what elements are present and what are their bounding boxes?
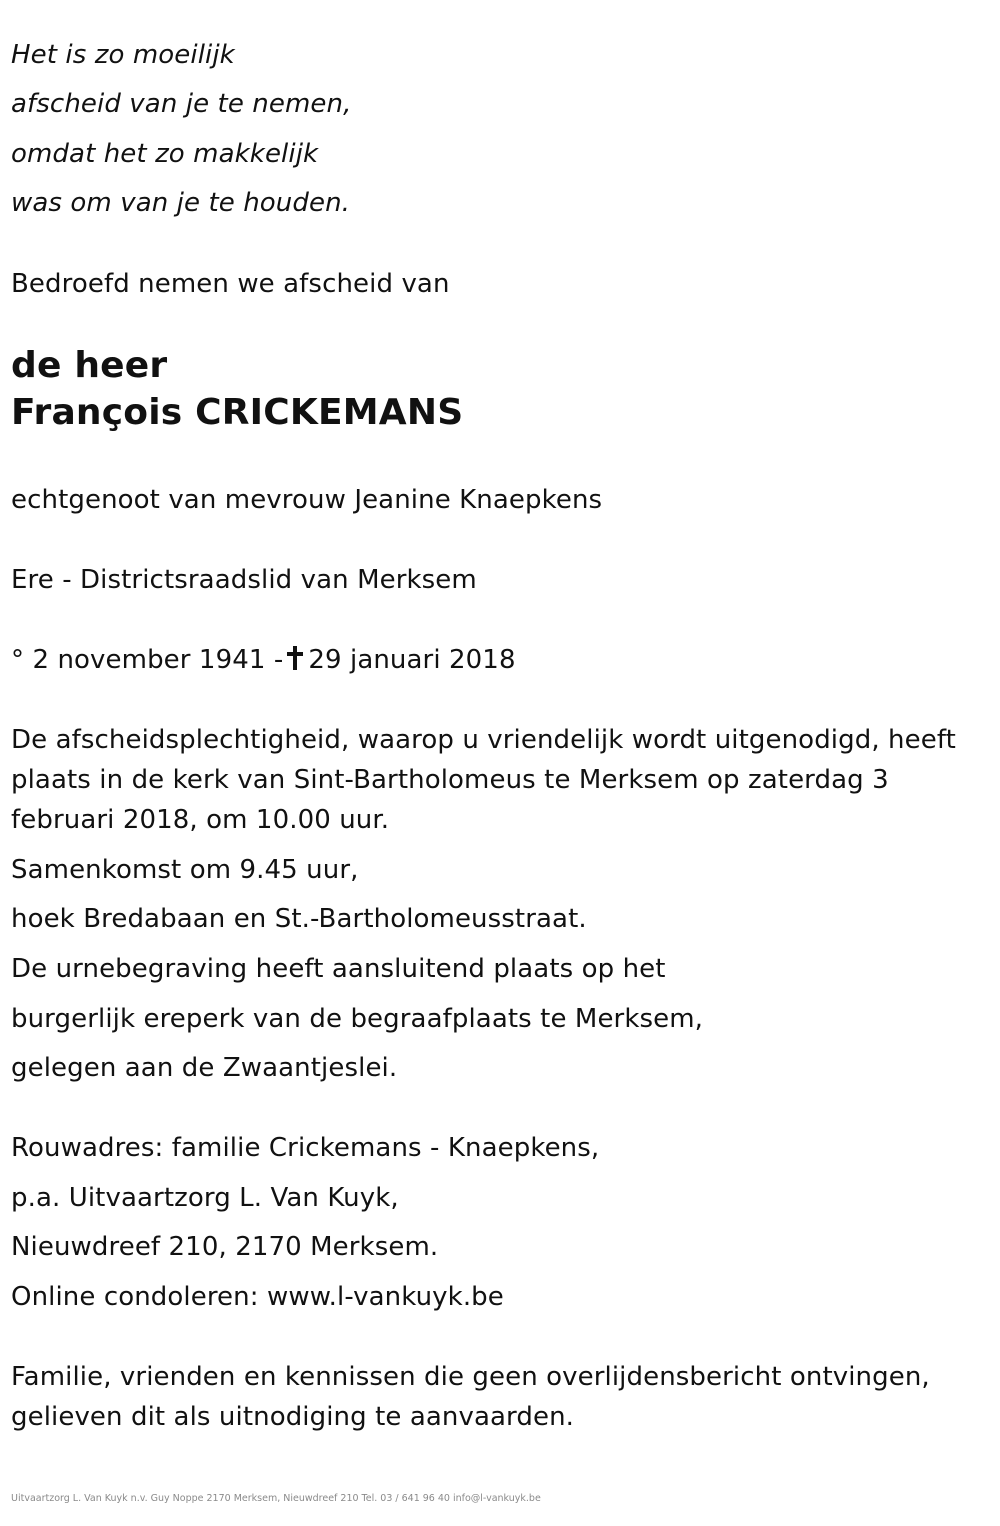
poem-line-2: afscheid van je te nemen,: [11, 89, 352, 119]
ceremony-paragraph: De afscheidsplechtigheid, waarop u vriendelijk wordt uitgenodigd, heeft plaats in de kerk van Sint-Bartholomeus te Merksem op zaterdag 3 februari 2018, om 10.00 uur.: [11, 725, 956, 835]
poem-line-1: Het is zo moeilijk: [11, 40, 235, 70]
ceremony-line-2: hoek Bredabaan en St.-Bartholomeusstraat.: [11, 904, 587, 934]
deceased-name: François CRICKEMANS: [11, 392, 464, 433]
ceremony-line-3: De urnebegraving heeft aansluitend plaats op het: [11, 954, 666, 984]
birth-date: ° 2 november 1941 -: [11, 645, 284, 675]
poem-line-3: omdat het zo makkelijk: [11, 139, 319, 169]
ceremony-line-5: gelegen aan de Zwaantjeslei.: [11, 1053, 398, 1083]
cross-icon: [287, 646, 303, 670]
obituary-page: [11, 0, 986, 1526]
address-line-1: Rouwadres: familie Crickemans - Knaepkens,: [11, 1133, 600, 1163]
death-date: 29 januari 2018: [308, 645, 516, 675]
funeral-home-footer: Uitvaartzorg L. Van Kuyk n.v. Guy Noppe 2170 Merksem, Nieuwdreef 210 Tel. 03 / 641 96 40 info@l-vankuyk.be: [11, 1493, 541, 1504]
intro-text: Bedroefd nemen we afscheid van: [11, 269, 450, 299]
spouse-text: echtgenoot van mevrouw Jeanine Knaepkens: [11, 485, 603, 515]
closing-paragraph: Familie, vrienden en kennissen die geen overlijdensbericht ontvingen, gelieven dit als uitnodiging te aanvaarden.: [11, 1362, 930, 1432]
address-line-3: Nieuwdreef 210, 2170 Merksem.: [11, 1232, 439, 1262]
ceremony-line-1: Samenkomst om 9.45 uur,: [11, 855, 359, 885]
address-line-2: p.a. Uitvaartzorg L. Van Kuyk,: [11, 1183, 399, 1213]
role-text: Ere - Districtsraadslid van Merksem: [11, 565, 477, 595]
life-dates: [11, 644, 516, 676]
deceased-title: de heer: [11, 345, 168, 386]
poem-line-4: was om van je te houden.: [11, 188, 351, 218]
online-condolence-link[interactable]: Online condoleren: www.l-vankuyk.be: [11, 1282, 504, 1312]
ceremony-line-4: burgerlijk ereperk van de begraafplaats te Merksem,: [11, 1004, 704, 1034]
